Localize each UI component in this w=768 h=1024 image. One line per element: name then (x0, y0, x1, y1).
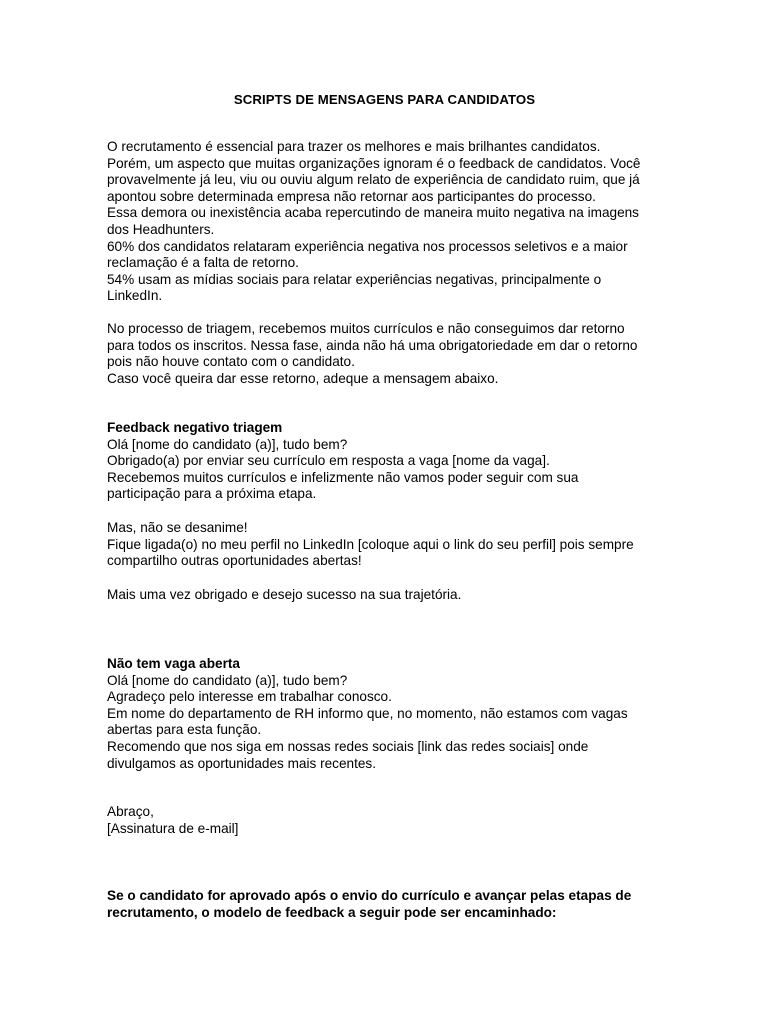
message-line: abertas para esta função. (107, 722, 262, 738)
section-negative-feedback (107, 420, 655, 503)
intro-line: provavelmente já leu, viu ou ouviu algum relato de experiência de candidato ruim, que já (107, 172, 640, 188)
message-line: Mais uma vez obrigado e desejo sucesso na sua trajetória. (107, 587, 462, 602)
message-line: compartilho outras oportunidades abertas! (107, 553, 362, 569)
document-title: SCRIPTS DE MENSAGENS PARA CANDIDATOS (233, 92, 536, 107)
message-line: Olá [nome do candidato (a)], tudo bem? (107, 436, 348, 452)
signoff-line: [Assinatura de e-mail] (107, 820, 239, 836)
message-line: Recomendo que nos siga em nossas redes sociais [link das redes sociais] onde (107, 738, 589, 754)
triage-line: No processo de triagem, recebemos muitos currículos e não conseguimos dar retorno (107, 321, 625, 336)
triage-line: Caso você queira dar esse retorno, adeque a mensagem abaixo. (107, 370, 499, 386)
message-line: Em nome do departamento de RH informo que, no momento, não estamos com vagas (107, 705, 628, 721)
section-no-open-position (107, 656, 655, 772)
section-approved-candidate (107, 888, 655, 921)
triage-paragraph (107, 321, 655, 387)
intro-line: Porém, um aspecto que muitas organizações ignoram é o feedback de candidatos. Você (107, 155, 641, 171)
encouragement-paragraph (107, 520, 655, 570)
closing-paragraph (107, 587, 655, 604)
intro-line: O recrutamento é essencial para trazer os melhores e mais brilhantes candidatos. (107, 139, 601, 154)
message-line: divulgamos as oportunidades mais recentes. (107, 755, 377, 771)
message-line: Olá [nome do candidato (a)], tudo bem? (107, 672, 348, 688)
section-heading: Não tem vaga aberta (107, 656, 240, 671)
signoff-line: Abraço, (107, 804, 154, 819)
message-line: Obrigado(a) por enviar seu currículo em resposta a vaga [nome da vaga]. (107, 453, 550, 469)
message-line: Agradeço pelo interesse em trabalhar conosco. (107, 689, 392, 705)
section-heading: Feedback negativo triagem (107, 420, 283, 435)
section-intro-line: Se o candidato for aprovado após o envio do currículo e avançar pelas etapas de (107, 888, 632, 903)
intro-line: apontou sobre determinada empresa não retornar aos participantes do processo. (107, 188, 596, 204)
triage-line: para todos os inscritos. Nessa fase, ainda não há uma obrigatoriedade em dar o retorno (107, 337, 638, 353)
message-line: participação para a próxima etapa. (107, 486, 317, 502)
message-line: Fique ligada(o) no meu perfil no LinkedIn [coloque aqui o link do seu perfil] pois sempre (107, 536, 634, 552)
intro-line: Essa demora ou inexistência acaba repercutindo de maneira muito negativa na imagens (107, 205, 639, 221)
triage-line: pois não houve contato com o candidato. (107, 354, 355, 370)
message-line: Mas, não se desanime! (107, 520, 248, 535)
intro-line: LinkedIn. (107, 288, 163, 304)
intro-line: reclamação é a falta de retorno. (107, 255, 299, 271)
intro-paragraph (107, 139, 655, 305)
message-line: Recebemos muitos currículos e infelizmente não vamos poder seguir com sua (107, 469, 579, 485)
intro-line: dos Headhunters. (107, 221, 215, 237)
intro-line: 60% dos candidatos relataram experiência negativa nos processos seletivos e a maior (107, 238, 628, 254)
intro-line: 54% usam as mídias sociais para relatar experiências negativas, principalmente o (107, 271, 602, 287)
signoff-paragraph (107, 804, 655, 837)
section-intro-line: recrutamento, o modelo de feedback a seguir pode ser encaminhado: (107, 904, 557, 920)
